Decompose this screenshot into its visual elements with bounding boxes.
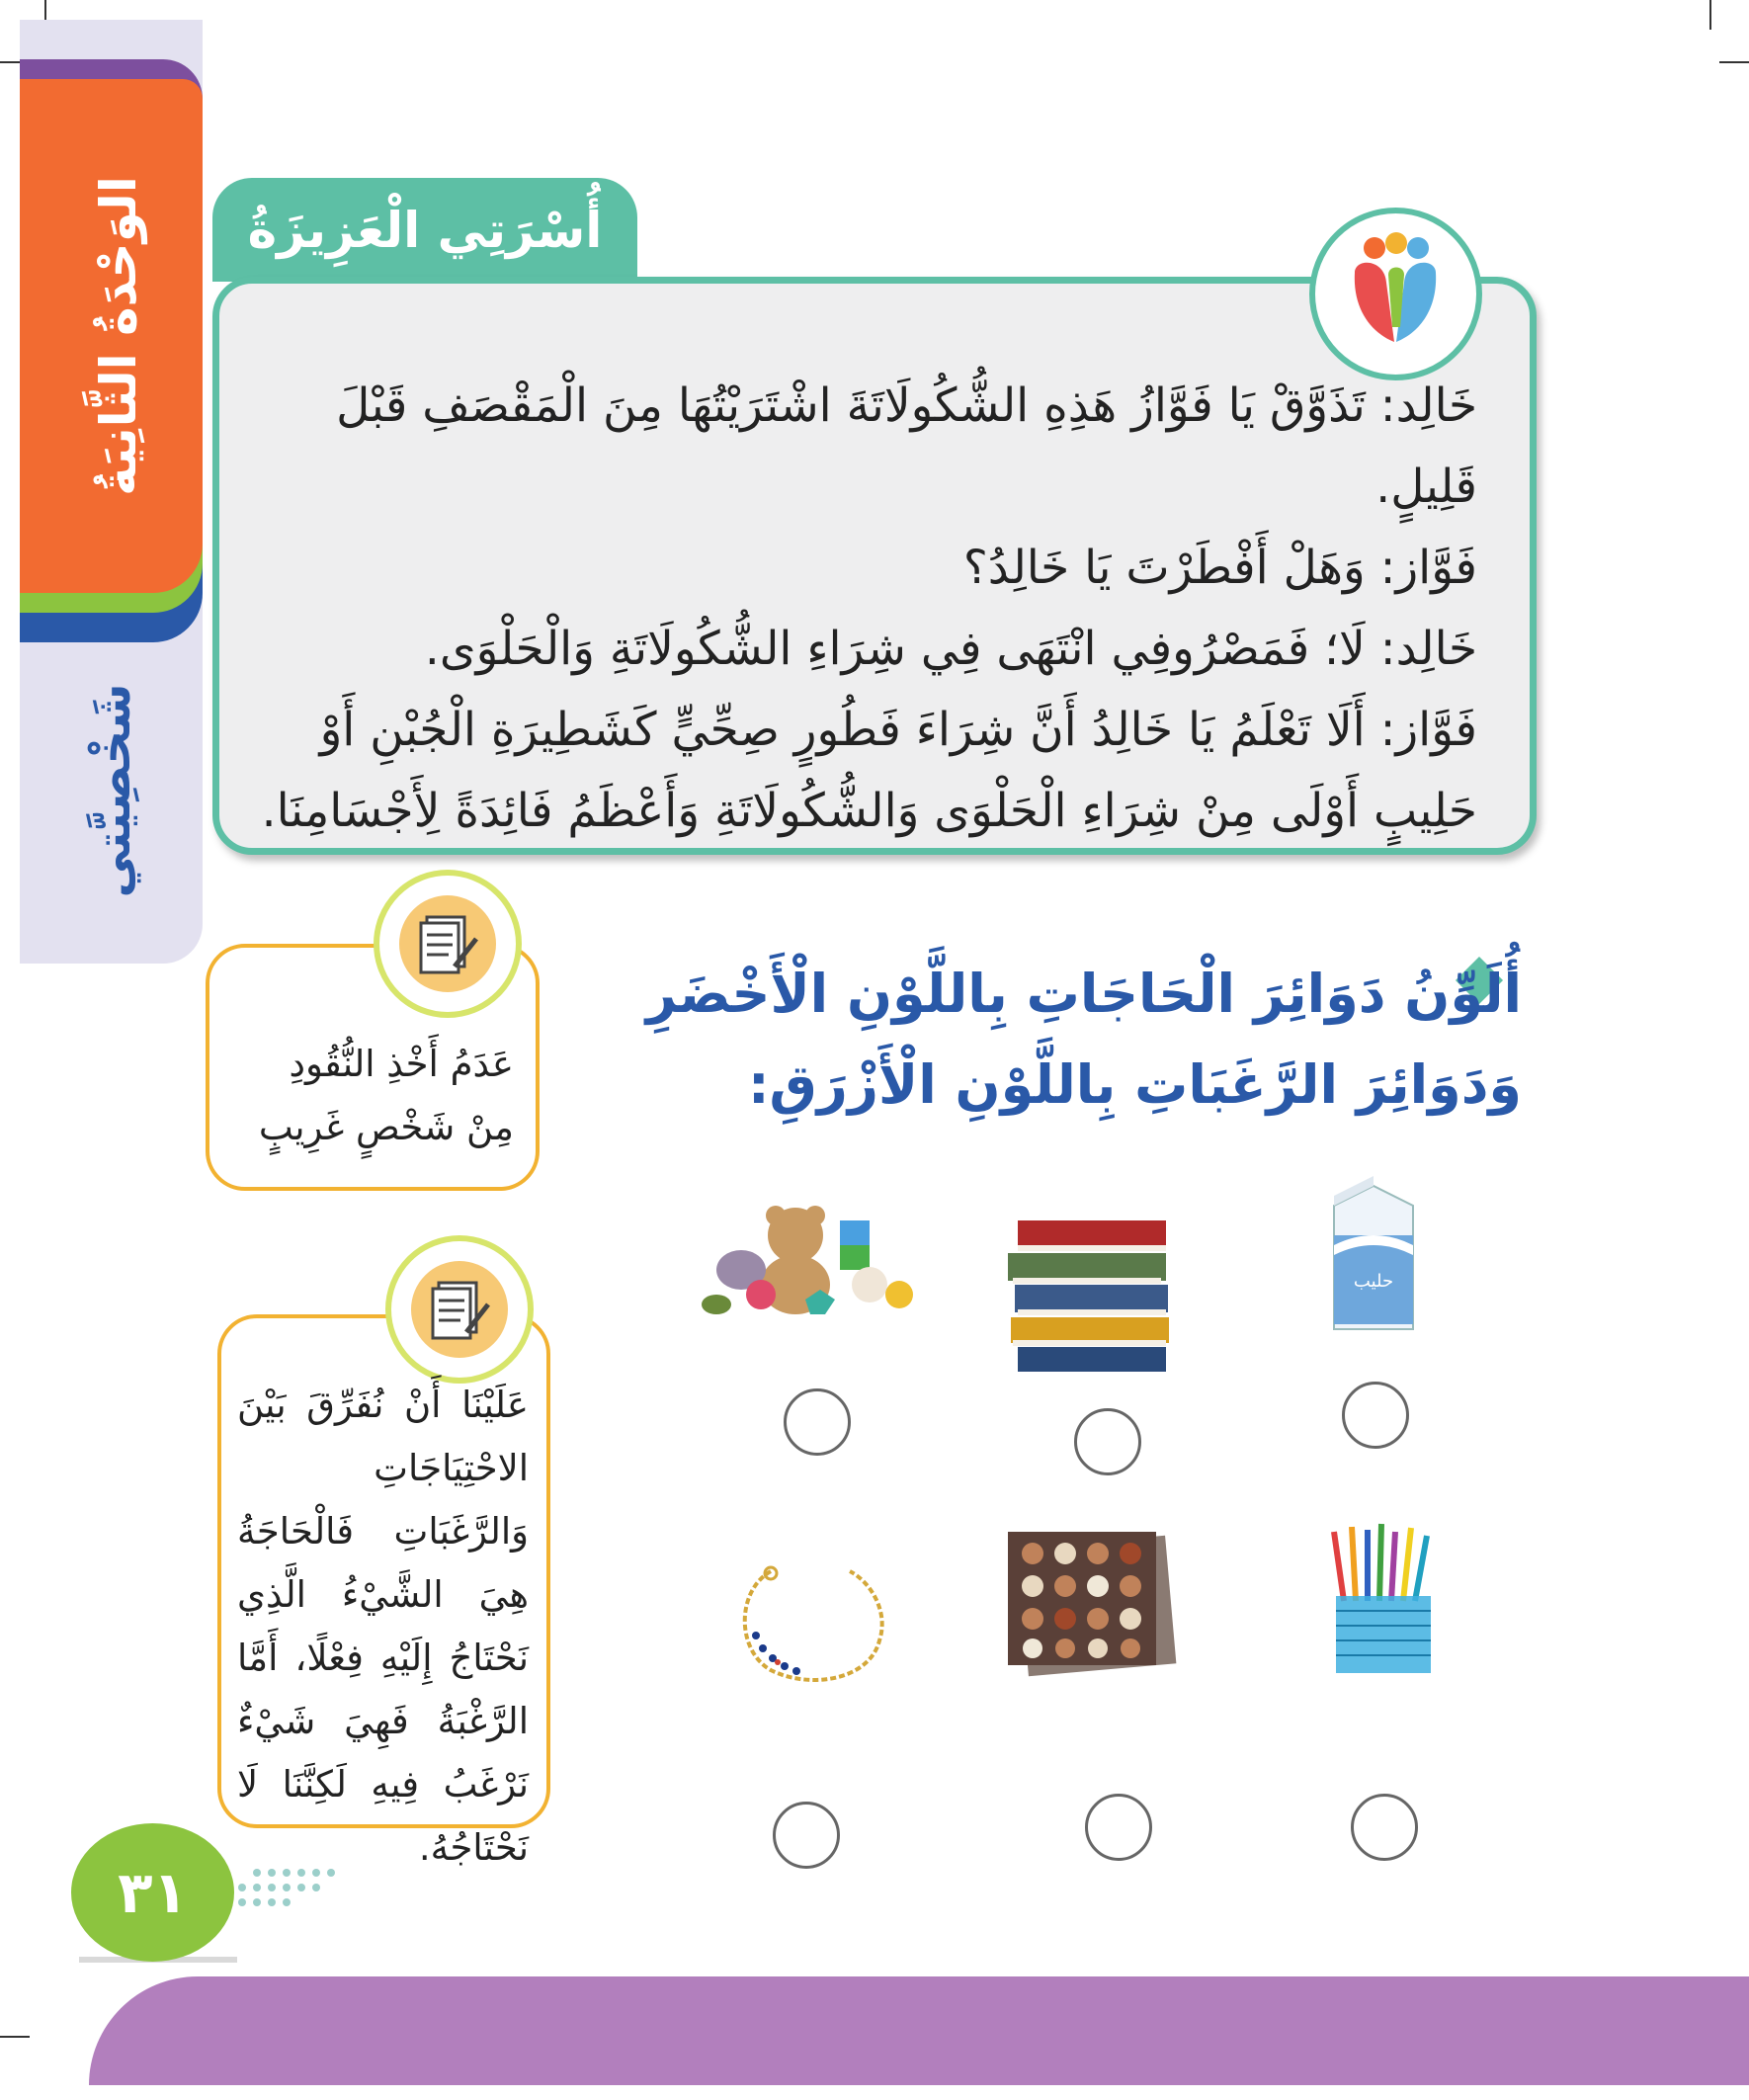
pencils-cup-image — [1324, 1522, 1443, 1675]
answer-circle-books[interactable] — [1074, 1408, 1141, 1475]
dialogue-line: خَالِد: تَذَوَّقْ يَا فَوَّازُ هَذِهِ الشُّكُولَاتَةَ اشْتَرَيْتُهَا مِنَ الْمَقْصَفِ قَبْلَ قَلِيلٍ. — [336, 378, 1477, 514]
unit-label: الوَحْدَةُ الثَّانِيَةُ — [90, 176, 147, 496]
page-number: ٣١ — [118, 1859, 188, 1926]
milk-carton-image — [1324, 1176, 1423, 1334]
answer-circle-pencils[interactable] — [1351, 1794, 1418, 1861]
dialogue-line: فَوَّاز: أَلَا تَعْلَمُ يَا خَالِدُ أَنَّ شِرَاءَ فَطُورٍ صِحِّيٍّ كَشَطِيرَةِ الْجُبْنِ أَوْ حَلِيبٍ أَوْلَى مِنْ شِرَاءِ الْحَلْوَى وَالشُّكُولَاتَةِ وَأَعْظَمُ فَائِدَةً لِأَجْسَامِنَا. — [261, 703, 1477, 838]
crop-mark — [1719, 61, 1749, 63]
books-stack-image — [1003, 1216, 1181, 1374]
story-title-tab — [212, 178, 637, 282]
unit-side-tab — [20, 20, 203, 964]
dialogue-line: فَوَّاز: وَهَلْ أَفْطَرْتَ يَا خَالِدُ؟ — [962, 541, 1477, 595]
notes-icon — [374, 870, 522, 1018]
bracelet-image — [731, 1542, 889, 1700]
answer-circle-chocolates[interactable] — [1085, 1794, 1152, 1861]
family-icon — [1309, 208, 1482, 380]
crop-mark — [0, 2036, 30, 2038]
page-number-badge — [71, 1823, 234, 1962]
footer-band — [89, 1976, 1749, 2085]
chocolates-box-image — [998, 1522, 1181, 1680]
toys-image — [697, 1201, 924, 1319]
tip-text: عَدَمُ أَخْذِ النُّقُودِ مِنْ شَخْصٍ غَرِيبٍ — [258, 1043, 514, 1148]
story-title: أُسْرَتِي الْعَزِيزَةُ — [247, 201, 603, 259]
crop-mark — [1709, 0, 1711, 30]
answer-circle-milk[interactable] — [1342, 1382, 1409, 1449]
dialogue-line: خَالِد: لَا؛ فَمَصْرُوفِي انْتَهَى فِي شِرَاءِ الشُّكُولَاتَةِ وَالْحَلْوَى. — [424, 622, 1477, 676]
milk-label: حليب — [1353, 1271, 1394, 1292]
story-dialogue — [242, 366, 1477, 852]
subject-label: شَخْصِيَّتي — [86, 683, 141, 898]
notes-icon — [385, 1235, 534, 1384]
answer-circle-bracelet[interactable] — [773, 1802, 840, 1869]
activity-instruction: أُلَوِّنُ دَوَائِرَ الْحَاجَاتِ بِاللَّوْنِ الْأَخْضَرِ وَدَوَائِرَ الرَّغَبَاتِ بِاللَّوْنِ الْأَزْرَقِ: — [645, 963, 1522, 1116]
answer-circle-toys[interactable] — [784, 1388, 851, 1456]
tip-text: عَلَيْنَا أَنْ نُفَرِّقَ بَيْنَ الاحْتِيَاجَاتِ وَالرَّغَبَاتِ فَالْحَاجَةُ هِيَ الشَّيْءُ الَّذِي نَحْتَاجُ إِلَيْهِ فِعْلًا، أَمَّا الرَّغْبَةُ فَهِيَ شَيْءٌ نَرْغَبُ فِيهِ لَكِنَّنَا لَا نَحْتَاجُهُ. — [237, 1384, 529, 1869]
